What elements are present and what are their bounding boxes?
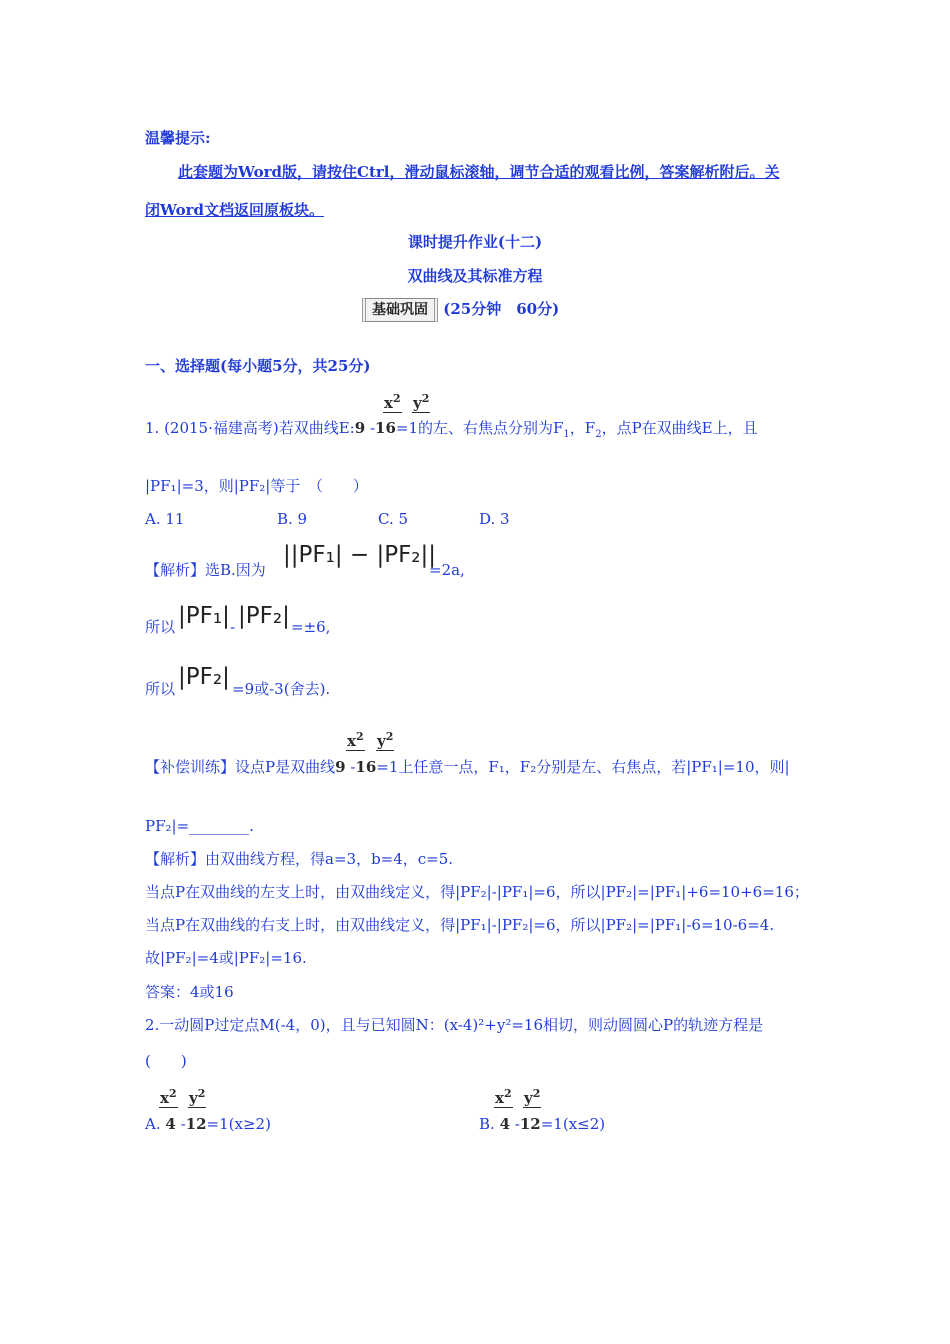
q2-b-frac-x2: $x^2$: [495, 1087, 512, 1107]
q1-expr-pf1: |PF₁|: [178, 603, 230, 629]
q2-line2: ( ): [145, 1052, 187, 1070]
q1-expr-abs-diff: ||PF₁| − |PF₂||: [283, 542, 437, 568]
q1-den2: 16: [375, 419, 396, 437]
notice-line2[interactable]: 闭Word文档返回原板块。: [145, 201, 325, 219]
q2-option-b[interactable]: B. 4 -12=1(x≤2): [479, 1115, 606, 1133]
extra-stem: 【补偿训练】设点P是双曲线9 -16=1上任意一点，F₁，F₂分别是左、右焦点，若|PF₁|=10，则|: [145, 758, 790, 776]
extra-answer: 答案：4或16: [145, 983, 234, 1001]
q1-solution-1: 【解析】选B.因为: [145, 561, 266, 579]
extra-den2: 16: [355, 758, 377, 776]
section-choice-title: 一、选择题(每小题5分，共25分): [145, 357, 371, 375]
q1-so-1: 所以: [145, 618, 176, 636]
q1-option-b[interactable]: B. 9: [277, 510, 308, 528]
q1-sol-after2: =±6,: [291, 618, 331, 636]
extra-frac-x2: $x^2$: [347, 730, 364, 750]
extra-sol-4: 故|PF₂|=4或|PF₂|=16.: [145, 949, 307, 967]
q1-suffix: =1的左、右焦点分别为F: [395, 419, 564, 437]
notice-line1[interactable]: 此套题为Word版，请按住Ctrl，滑动鼠标滚轴，调节合适的观看比例，答案解析附后。关: [178, 163, 780, 181]
q2-a-frac-x2: $x^2$: [160, 1087, 177, 1107]
q1-line2: |PF₁|=3，则|PF₂|等于 （ ）: [145, 477, 368, 495]
q1-frac-y2: $y^2$: [413, 392, 430, 412]
q1-sol-after3: =9或-3(舍去).: [232, 680, 331, 698]
extra-den1: 9: [335, 758, 346, 776]
q1-minus: -: [230, 618, 236, 636]
q1-so-2: 所以: [145, 680, 176, 698]
page-title: 课时提升作业(十二): [407, 233, 543, 251]
q2-b-frac-y2: $y^2$: [524, 1087, 541, 1107]
q1-frac-x2: $x^2$: [384, 392, 401, 412]
page-subtitle: 双曲线及其标准方程: [407, 267, 543, 285]
badge-basic: 基础巩固: [362, 298, 438, 322]
extra-sol-2: 当点P在双曲线的左支上时，由双曲线定义，得|PF₂|-|PF₁|=6，所以|PF₂|=|PF₁|+6=10+6=16；: [145, 883, 809, 901]
extra-line2: PF₂|=________.: [145, 817, 254, 835]
extra-sol-1: 【解析】由双曲线方程，得a=3，b=4，c=5.: [145, 850, 454, 868]
q2-a-frac-y2: $y^2$: [189, 1087, 206, 1107]
notice-title: 温馨提示:: [145, 129, 211, 147]
extra-frac-y2: $y^2$: [377, 730, 394, 750]
q1-sol-after1: =2a,: [429, 561, 465, 579]
q1-expr-pf2b: |PF₂|: [178, 664, 230, 690]
q1-tail: ，点P在双曲线E上，且: [601, 419, 758, 437]
q1-expr-pf2: |PF₂|: [238, 603, 290, 629]
q1-stem: 1. (2015·福建高考)若双曲线E:9 -16=1的左、右焦点分别为$F_1$，$F_2$，点P在双曲线E上，且: [145, 419, 758, 440]
extra-sol-3: 当点P在双曲线的右支上时，由双曲线定义，得|PF₁|-|PF₂|=6，所以|PF₂|=|PF₁|-6=10-6=4.: [145, 916, 775, 934]
time-score: (25分钟 60分): [443, 300, 560, 318]
q2-option-a[interactable]: A. 4 -12=1(x≥2): [145, 1115, 271, 1133]
q1-option-a[interactable]: A. 11: [145, 510, 185, 528]
q1-prefix: 1. (2015·福建高考)若双曲线E:: [145, 419, 355, 437]
q1-den1: 9: [354, 419, 366, 437]
q1-option-d[interactable]: D. 3: [479, 510, 510, 528]
section-header: [362, 298, 559, 322]
q2-stem: 2.一动圆P过定点M(-4，0)，且与已知圆N：(x-4)²+y²=16相切，则动圆圆心P的轨迹方程是: [145, 1016, 764, 1034]
q1-option-c[interactable]: C. 5: [378, 510, 409, 528]
